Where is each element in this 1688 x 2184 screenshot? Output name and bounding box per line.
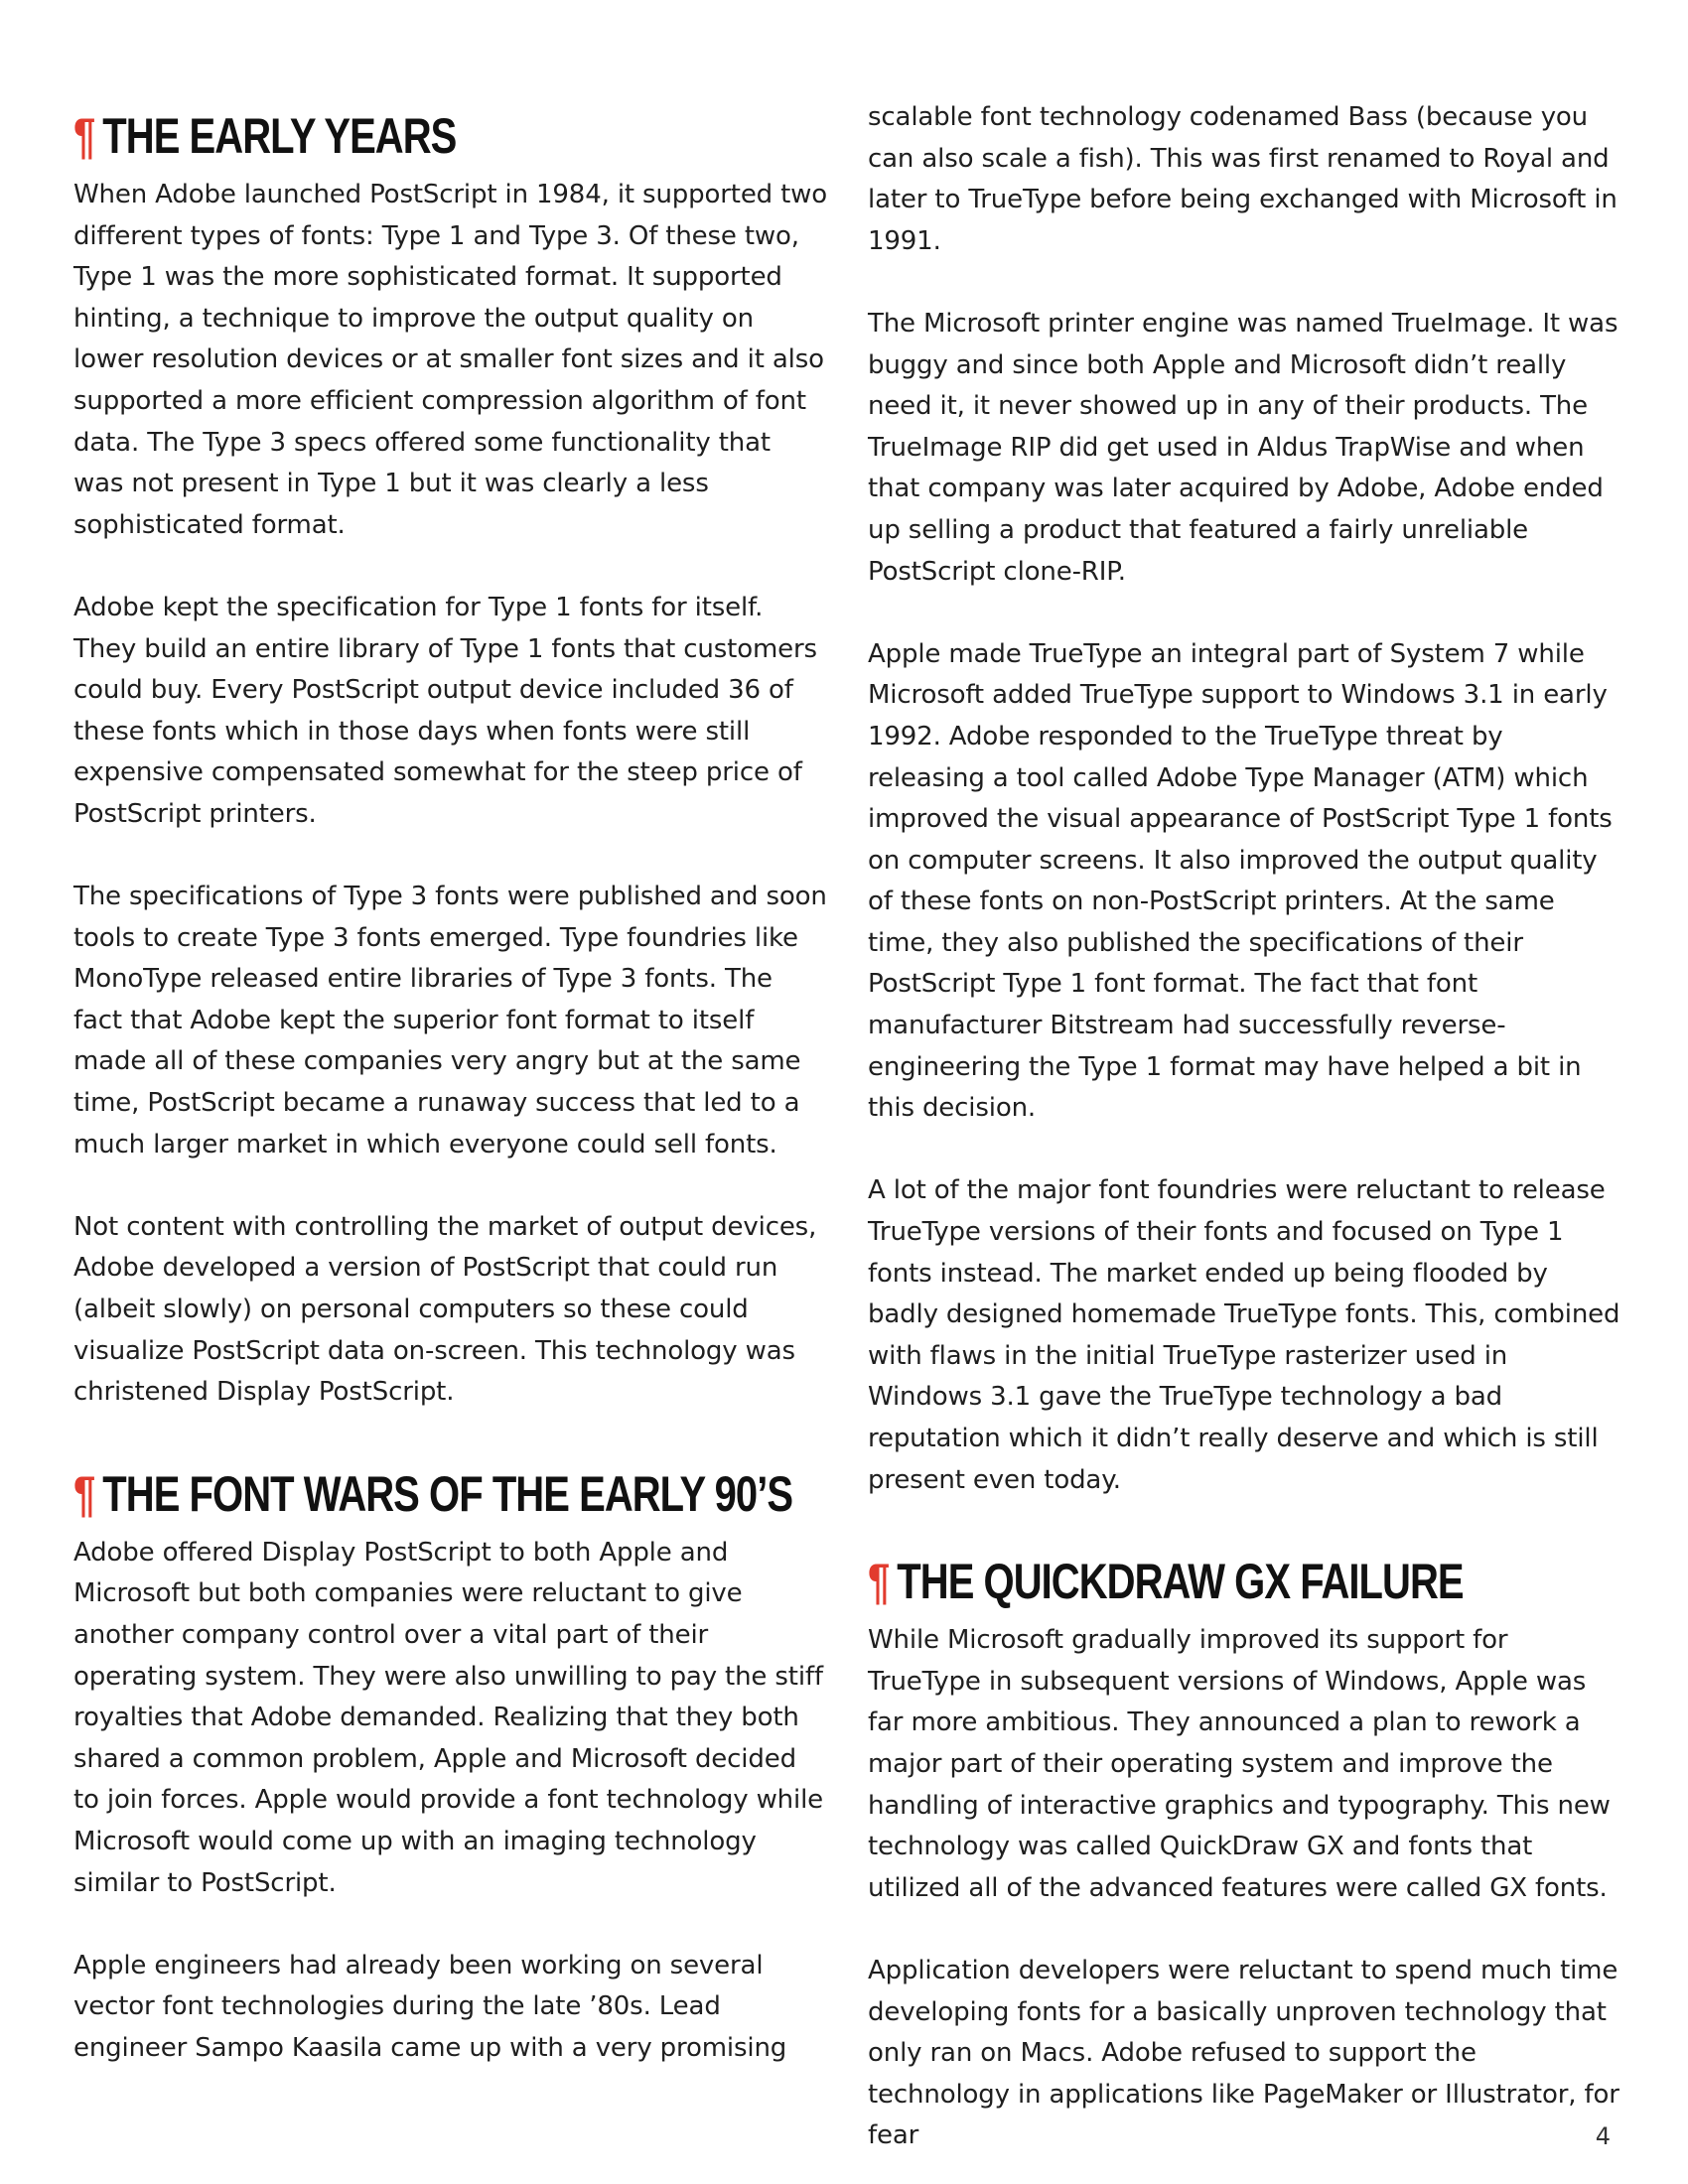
paragraph: Adobe kept the specification for Type 1 fonts for itself. They build an entire library of Type 1 fonts that customers could buy. Every PostScript output device included 36 of these fonts which in those days when fonts were still expensive compensated somewhat for the steep price of PostScript printers. <box>73 592 817 829</box>
heading-title: THE QUICKDRAW GX FAILURE <box>897 1554 1464 1610</box>
paragraph: While Microsoft gradually improved its support for TrueType in subsequent versions of Windows, Apple was far more ambitious. They announced a plan to rework a major part of their operating system and improve the handling of interactive graphics and typography. This new technology was called QuickDraw GX and fonts that utilized all of the advanced features were called GX fonts. <box>868 1625 1611 1903</box>
heading-title: THE EARLY YEARS <box>102 108 457 164</box>
paragraph: scalable font technology codenamed Bass (because you can also scale a fish). This was first renamed to Royal and later to TrueType before being exchanged with Microsoft in 1991. <box>868 102 1618 256</box>
pilcrow-icon: ¶ <box>73 1465 95 1522</box>
paragraph: A lot of the major font foundries were reluctant to release TrueType versions of their fonts and focused on Type 1 fonts instead. The market ended up being flooded by badly designed homemade TrueType fonts. This, combined with flaws in the initial TrueType rasterizer used in Windows 3.1 gave the TrueType technology a bad reputation which it didn’t really deserve and which is still present even today. <box>868 1175 1620 1495</box>
paragraph: The specifications of Type 3 fonts were published and soon tools to create Type 3 fonts emerged. Type foundries like MonoType released entire libraries of Type 3 fonts. The fact that Adobe kept the superior font format to itself made all of these companies very angry but at the same time, PostScript became a runaway success that led to a much larger market in which everyone could sell fonts. <box>73 882 827 1160</box>
paragraph: Not content with controlling the market of output devices, Adobe developed a version of PostScript that could run (albeit slowly) on personal computers so these could visualize PostScript data on-screen. This technology was christened Display PostScript. <box>73 1211 817 1408</box>
section-heading-font-wars <box>73 1455 793 1533</box>
paragraph: When Adobe launched PostScript in 1984, it supported two different types of fonts: Type 1 and Type 3. Of these two, Type 1 was the more sophisticated format. It supported hinting, a technique to improve the output quality on lower resolution devices or at smaller font sizes and it also supported a more efficient compression algorithm of font data. The Type 3 specs offered some functionality that was not present in Type 1 but it was clearly a less sophisticated format. <box>73 180 828 540</box>
left-column <box>73 97 828 2070</box>
section-heading-quickdraw-gx <box>868 1543 1472 1620</box>
heading-title: THE FONT WARS OF THE EARLY 90’S <box>102 1465 793 1522</box>
pilcrow-icon: ¶ <box>868 1554 890 1610</box>
paragraph: The Microsoft printer engine was named TrueImage. It was buggy and since both Apple and Microsoft didn’t really need it, it never showed up in any of their products. The TrueImage RIP did get used in Aldus TrapWise and when that company was later acquired by Adobe, Adobe ended up selling a product that featured a fairly unreliable PostScript clone-RIP. <box>868 308 1618 587</box>
right-column <box>868 97 1622 2157</box>
paragraph: Application developers were reluctant to spend much time developing fonts for a basically unproven technology that only ran on Macs. Adobe refused to support the technology in applications like PageMaker or Illustrator, for fear <box>868 1955 1619 2151</box>
page-number: 4 <box>1595 2122 1611 2150</box>
paragraph: Apple engineers had already been working on several vector font technologies during the late ’80s. Lead engineer Sampo Kaasila came up with a very promising <box>73 1950 787 2063</box>
pilcrow-icon: ¶ <box>73 108 95 164</box>
paragraph: Adobe offered Display PostScript to both Apple and Microsoft but both companies were reluctant to give another company control over a vital part of their operating system. They were also unwilling to pay the stiff royalties that Adobe demanded. Realizing that they both shared a common problem, Apple and Microsoft decided to join forces. Apple would provide a font technology while Microsoft would come up with an imaging technology similar to PostScript. <box>73 1537 824 1898</box>
paragraph: Apple made TrueType an integral part of System 7 while Microsoft added TrueType support to Windows 3.1 in early 1992. Adobe responded to the TrueType threat by releasing a tool called Adobe Type Manager (ATM) which improved the visual appearance of PostScript Type 1 fonts on computer screens. It also improved the output quality of these fonts on non-PostScript printers. At the same time, they also published the specifications of their PostScript Type 1 font format. The fact that font manufacturer Bitstream had successfully reverse-engineering the Type 1 format may have helped a bit in this decision. <box>868 638 1613 1124</box>
section-heading-early-years <box>73 97 677 175</box>
